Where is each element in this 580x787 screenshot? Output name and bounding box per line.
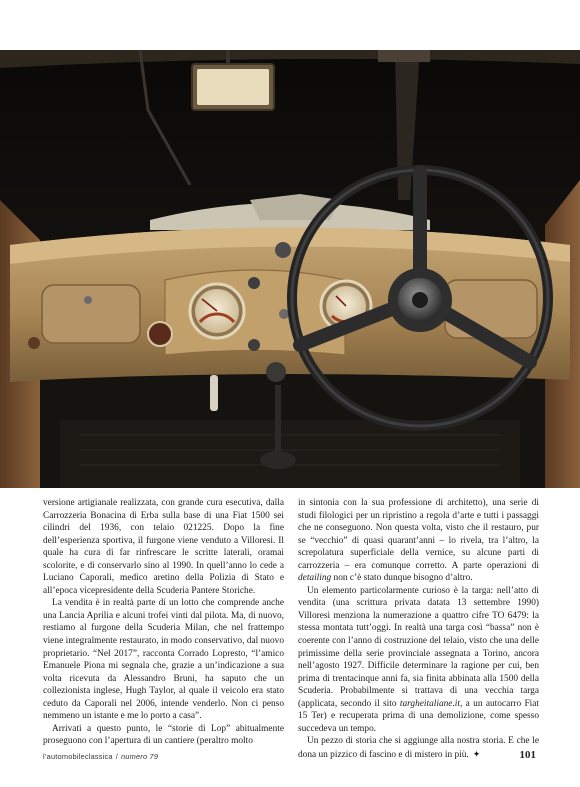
paragraph-text: non c’è stato dunque bisogno d’altro. [331,573,473,584]
text-column-left [43,497,284,747]
paragraph: La vendita è in realtà parte di un lotto che comprende anche una Lancia Aprilia e alcuni trofei vinti dal pilota. Ma, di nuovo, restiamo al furgone della Scuderia Milan, che nel frattempo viene integralmente restaurato, in modo conservativo, dal nuovo proprietario. “Nel 2017”, racconta Corrado Lopresto, “l’amico Emanuele Piona mi segnala che, grazie a un’indicazione a sua volta ricevuta da Alessandro Bruni, ha saputo che un collezionista inglese, Hugh Taylor, al quale il veicolo era stato ceduto da Caporali nel 2006, intende venderlo. Non ci penso nemmeno un istante e me lo porto a casa”. [43,598,284,722]
dashboard-illustration [0,50,580,488]
magazine-name: l’automobileclassica [43,752,113,761]
paragraph [298,497,539,585]
issue-number: numero 79 [121,752,159,761]
article-photo-dashboard [0,50,580,488]
paragraph-text: Un elemento particolarmente curioso è la targa: nell’atto di vendita (una scrittura privata datata 13 settembre 1990) Villoresi menziona la numerazione a quattro cifre TO 6479: la stessa montata tutt’oggi. In realtà una targa così “bassa” non è coerente con l’anno di costruzione del telaio, visto che una delle primissime della serie provinciale assegnata a Torino, ancora nell’agosto 1927. Difficile determinare la ragione per cui, ben prima di trentacinque anni fa, sia finita abbinata alla 1500 della Scuderia. Probabilmente si trattava di una vecchia targa (applicata, secondo il sito [298,585,539,709]
paragraph-italic: targheitaliane.it [399,698,460,709]
footer-separator: / [115,752,118,761]
paragraph [298,735,539,761]
paragraph: Arrivati a questo punto, le “storie di Lop” abitualmente proseguono con l’apertura di un cantiere (peraltro molto [43,723,284,747]
paragraph-italic: detailing [298,573,332,584]
paragraph-text: in sintonia con la sua professione di architetto), una serie di studi filologici per un ripristino a regola d’arte e tutti i passaggi che ne conseguono. Non questa volta, visto che il restauro, pur se “vecchio” di quasi quarant’anni – lo rivela, tra l’altro, la screpolatura superficiale della vernice, su alcune parti di carrozzeria – era comunque corretto. A parte operazioni di [298,498,539,571]
paragraph-text: Un pezzo di storia che si aggiunge alla nostra storia. E che le dona un pizzico di fascino e di mistero in più. [298,736,539,760]
running-footer [43,752,158,761]
paragraph: versione artigianale realizzata, con grande cura esecutiva, dalla Carrozzeria Bonacina di Erba sulla base di una Fiat 1500 sei cilindri del 1936, con telaio 021225. Dopo la fine dell’esperienza sportiva, il furgone viene venduto a Villoresi. Il quale ha cura di far rinfrescare le scritte laterali, oramai scolorite, e di conservarlo sino al 1990. In quell’anno lo cede a Luciano Caporali, medico aretino della Polizia di Stato e all’epoca vicepresidente della Scuderia Pantere Storiche. [43,498,284,596]
paragraph-text: , a un autocarro Fiat 15 Ter) e recuperata prima di una demolizione, come spesso succedeva un tempo. [298,698,539,734]
paragraph [298,585,539,736]
end-of-article-icon: ✦ [472,748,481,759]
page-number: 101 [519,749,536,761]
